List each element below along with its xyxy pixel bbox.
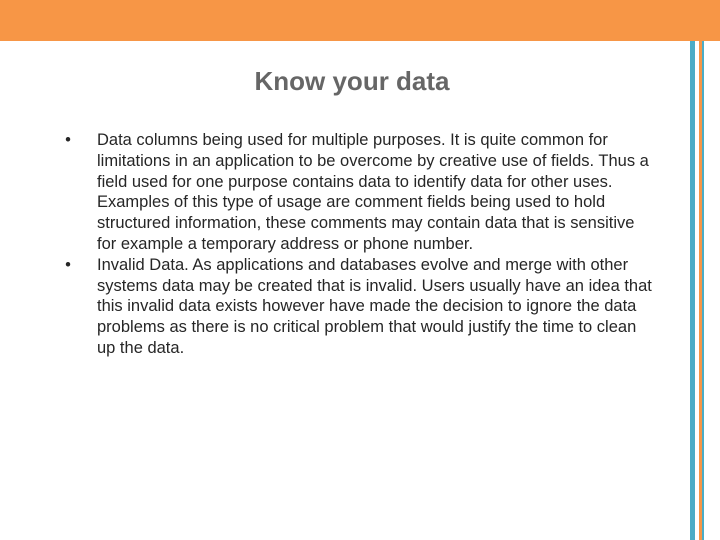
slide-title: Know your data <box>254 66 450 96</box>
bullet-item <box>58 130 658 255</box>
bullet-list <box>58 130 658 359</box>
bullet-icon: • <box>65 131 71 149</box>
bullet-text: Invalid Data. As applications and databases evolve and merge with other systems data may be created that is invalid. Users usually have an idea that this invalid data exists however have made the decision to ignore the data problems as there is no critical problem that would justify the time to clean up the data. <box>97 255 652 357</box>
bullet-text: Data columns being used for multiple purposes. It is quite common for limitations in an application to be overcome by creative use of fields. Thus a field used for one purpose contains data to identify data for other uses. Examples of this type of usage are comment fields being used to hold structured information, these comments may contain data that is sensitive for example a temporary address or phone number. <box>97 131 649 253</box>
bullet-item <box>58 255 658 359</box>
header-accent-bar <box>0 0 720 41</box>
bullet-icon: • <box>65 255 71 274</box>
side-stripe-blue-inner <box>702 41 704 540</box>
